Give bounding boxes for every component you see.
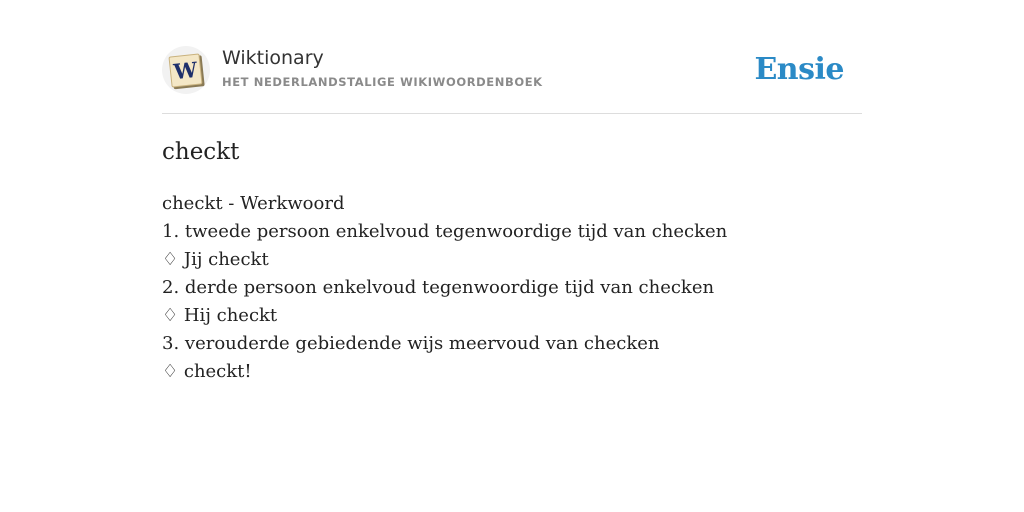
definition-heading: checkt - Werkwoord [162, 193, 345, 214]
definition-example: ♢ checkt! [162, 361, 252, 382]
ensie-link[interactable]: Ensie [754, 52, 844, 87]
definition-item: 3. verouderde gebiedende wijs meervoud van checken [162, 333, 660, 354]
site-header [162, 0, 862, 114]
site-name[interactable]: Wiktionary [222, 47, 324, 69]
definition-example: ♢ Hij checkt [162, 305, 278, 326]
page-title: checkt [162, 139, 240, 165]
wiktionary-logo[interactable] [162, 46, 210, 94]
site-tagline: HET NEDERLANDSTALIGE WIKIWOORDENBOEK [222, 75, 543, 89]
definition-example: ♢ Jij checkt [162, 249, 269, 270]
logo-letter: W [172, 56, 199, 85]
definition-item: 1. tweede persoon enkelvoud tegenwoordige tijd van checken [162, 221, 728, 242]
definition-item: 2. derde persoon enkelvoud tegenwoordige tijd van checken [162, 277, 715, 298]
page-container [162, 0, 862, 382]
definition-block [162, 190, 727, 386]
wiktionary-tile-icon [168, 53, 202, 87]
